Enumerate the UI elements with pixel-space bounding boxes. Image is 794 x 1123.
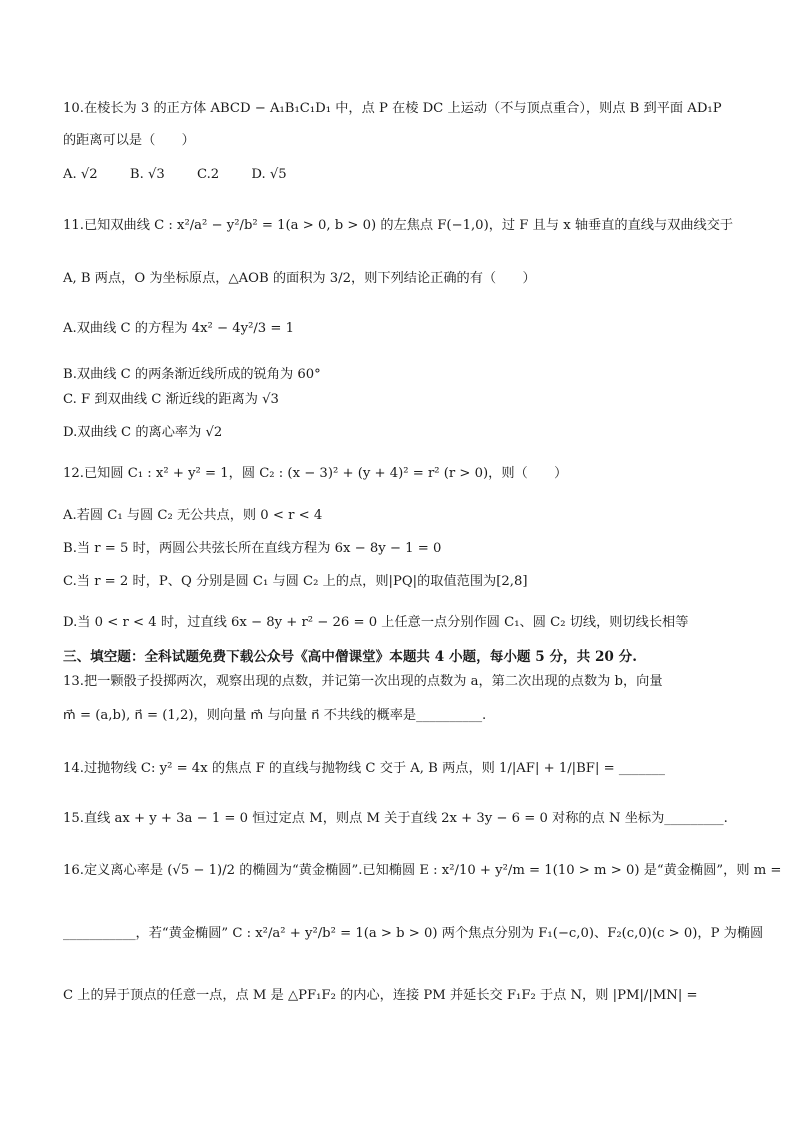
q10-options bbox=[63, 166, 731, 184]
q12-option-c: C.当 r = 2 时，P、Q 分别是圆 C₁ 与圆 C₂ 上的点，则|PQ|的取值范围为[2,8] bbox=[63, 574, 528, 589]
q10-option-a: A. √2 bbox=[63, 167, 98, 182]
q12-stem: 12.已知圆 C₁ : x² + y² = 1，圆 C₂ : (x − 3)² + (y + 4)² = r² (r > 0)，则（ ） bbox=[63, 466, 568, 481]
q10-stem-line1: 10.在棱长为 3 的正方体 ABCD − A₁B₁C₁D₁ 中，点 P 在棱 DC 上运动（不与顶点重合），则点 B 到平面 AD₁P bbox=[63, 101, 722, 116]
q10-option-b: B. √3 bbox=[129, 167, 165, 182]
q16-stem-line1: 16.定义离心率是 (√5 − 1)/2 的椭圆为“黄金椭圆”.已知椭圆 E : x²/10 + y²/m = 1(10 > m > 0) 是“黄金椭圆”，则 m = bbox=[63, 863, 782, 878]
q10-option-c: C.2 bbox=[196, 167, 220, 182]
q13-stem-line1: 13.把一颗骰子投掷两次，观察出现的点数，并记第一次出现的点数为 a，第二次出现的点数为 b，向量 bbox=[63, 674, 663, 689]
q10-option-d: D. √5 bbox=[251, 167, 287, 182]
q12-option-b: B.当 r = 5 时，两圆公共弦长所在直线方程为 6x − 8y − 1 = 0 bbox=[63, 541, 442, 556]
q16-stem-line3: C 上的异于顶点的任意一点，点 M 是 △PF₁F₂ 的内心，连接 PM 并延长交 F₁F₂ 于点 N，则 |PM|/|MN| = bbox=[63, 988, 698, 1003]
q12-option-d: D.当 0 < r < 4 时，过直线 6x − 8y + r² − 26 = 0 上任意一点分别作圆 C₁、圆 C₂ 切线，则切线长相等 bbox=[63, 615, 689, 630]
q11-option-c: C. F 到双曲线 C 渐近线的距离为 √3 bbox=[63, 392, 279, 407]
q11-option-a: A.双曲线 C 的方程为 4x² − 4y²/3 = 1 bbox=[63, 321, 295, 336]
q16-stem-line2: ___________，若“黄金椭圆” C : x²/a² + y²/b² = 1(a > b > 0) 两个焦点分别为 F₁(−c,0)、F₂(c,0)(c > 0)，P 为椭圆 bbox=[63, 926, 764, 941]
q14-stem: 14.过抛物线 C: y² = 4x 的焦点 F 的直线与抛物线 C 交于 A, B 两点，则 1/|AF| + 1/|BF| = _______ bbox=[63, 761, 665, 776]
q15-stem: 15.直线 ax + y + 3a − 1 = 0 恒过定点 M，则点 M 关于直线 2x + 3y − 6 = 0 对称的点 N 坐标为_________. bbox=[63, 811, 728, 826]
q13-stem-line2: m⃗ = (a,b), n⃗ = (1,2)，则向量 m⃗ 与向量 n⃗ 不共线的概率是__________. bbox=[63, 708, 487, 723]
q10-stem-line2: 的距离可以是（ ） bbox=[63, 133, 195, 148]
q11-stem-line1: 11.已知双曲线 C : x²/a² − y²/b² = 1(a > 0, b > 0) 的左焦点 F(−1,0)，过 F 且与 x 轴垂直的直线与双曲线交于 bbox=[63, 218, 734, 233]
section-3-heading: 三、填空题：全科试题免费下载公众号《高中僧课堂》本题共 4 小题，每小题 5 分，共 20 分. bbox=[63, 649, 637, 665]
q11-option-b: B.双曲线 C 的两条渐近线所成的锐角为 60° bbox=[63, 367, 321, 382]
q12-option-a: A.若圆 C₁ 与圆 C₂ 无公共点，则 0 < r < 4 bbox=[63, 508, 323, 523]
q11-stem-line2: A, B 两点，O 为坐标原点，△AOB 的面积为 3/2，则下列结论正确的有（ ） bbox=[63, 271, 536, 286]
q11-option-d: D.双曲线 C 的离心率为 √2 bbox=[63, 425, 223, 440]
